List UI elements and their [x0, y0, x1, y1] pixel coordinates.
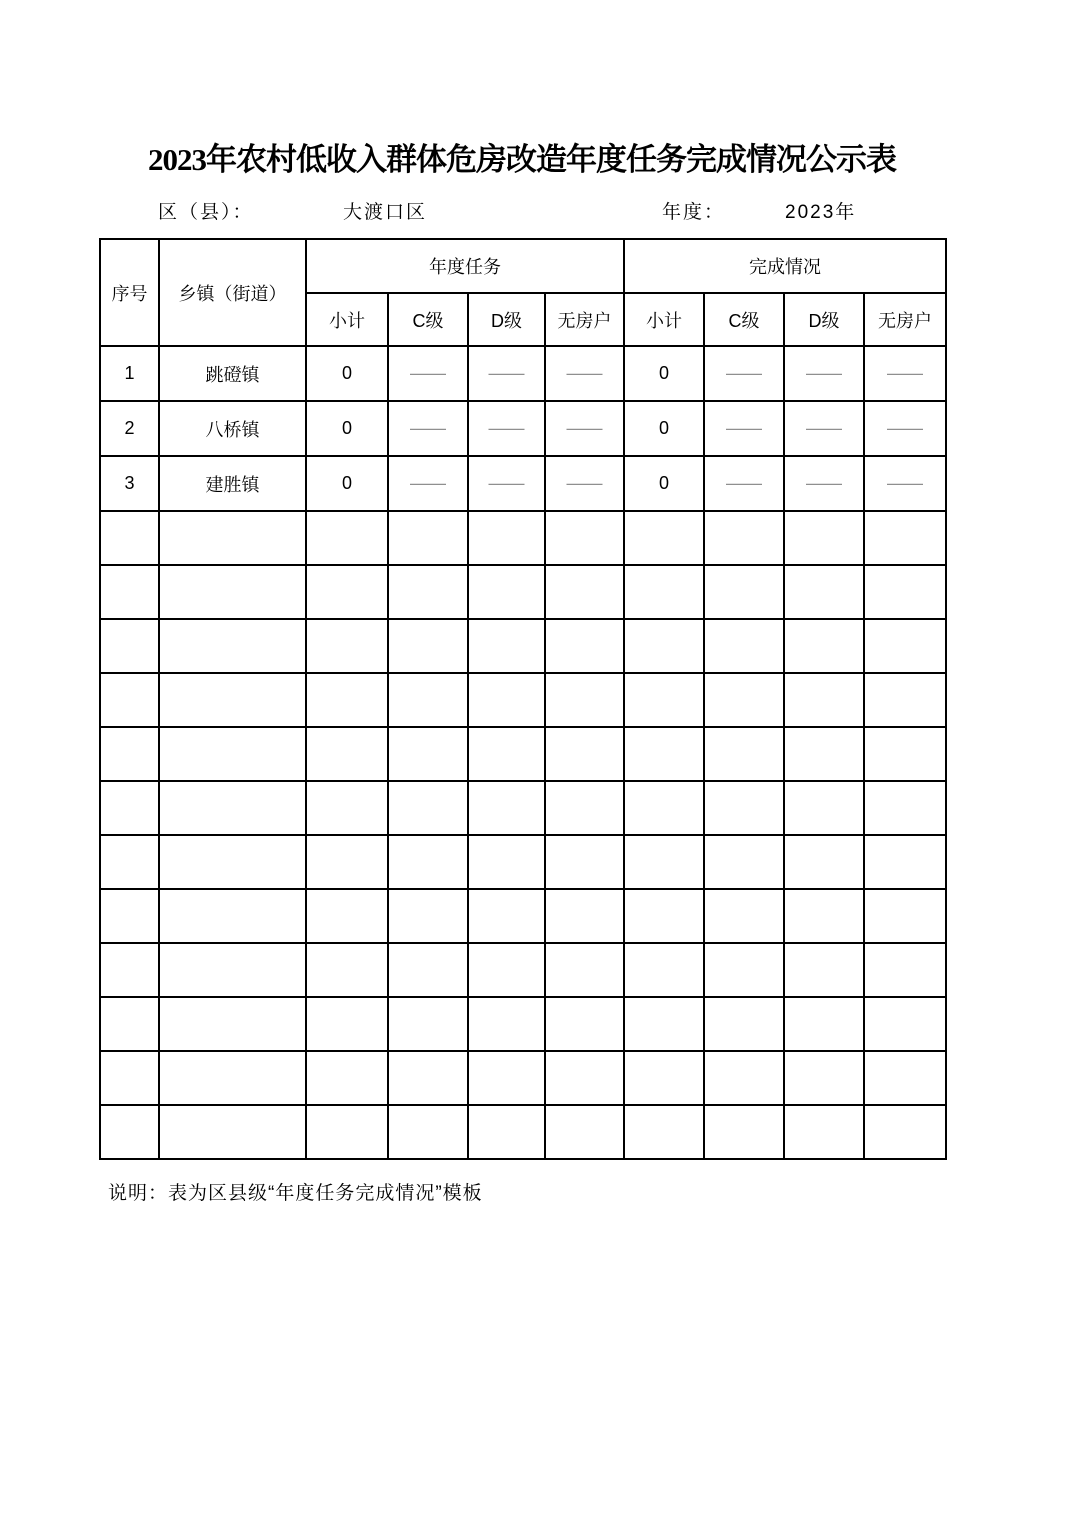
- empty-cell: [704, 781, 784, 835]
- empty-table-row: [100, 619, 946, 673]
- empty-cell: [159, 997, 306, 1051]
- header-seq: 序号: [100, 239, 159, 346]
- empty-cell: [864, 835, 946, 889]
- empty-cell: [864, 565, 946, 619]
- empty-cell: [100, 565, 159, 619]
- value-cell: ——: [468, 401, 545, 456]
- empty-table-row: [100, 565, 946, 619]
- empty-cell: [159, 1105, 306, 1159]
- empty-cell: [468, 673, 545, 727]
- empty-cell: [468, 943, 545, 997]
- empty-table-row: [100, 943, 946, 997]
- empty-cell: [100, 889, 159, 943]
- header-no-house-2: 无房户: [864, 293, 946, 346]
- header-grade-d-2: D级: [784, 293, 864, 346]
- empty-cell: [864, 889, 946, 943]
- empty-cell: [624, 943, 704, 997]
- empty-cell: [624, 997, 704, 1051]
- empty-cell: [784, 1105, 864, 1159]
- empty-cell: [468, 1051, 545, 1105]
- empty-table-row: [100, 997, 946, 1051]
- empty-cell: [306, 997, 388, 1051]
- value-cell: 0: [624, 456, 704, 511]
- empty-cell: [306, 1051, 388, 1105]
- value-cell: 0: [624, 401, 704, 456]
- empty-cell: [100, 619, 159, 673]
- value-cell: ——: [388, 456, 468, 511]
- empty-cell: [704, 889, 784, 943]
- empty-cell: [545, 997, 624, 1051]
- seq-cell: 2: [100, 401, 159, 456]
- empty-cell: [306, 781, 388, 835]
- value-cell: ——: [388, 346, 468, 401]
- empty-cell: [100, 727, 159, 781]
- empty-cell: [624, 727, 704, 781]
- empty-cell: [624, 673, 704, 727]
- empty-cell: [388, 781, 468, 835]
- empty-cell: [545, 565, 624, 619]
- empty-cell: [864, 673, 946, 727]
- data-rows: [100, 346, 946, 511]
- value-cell: ——: [468, 456, 545, 511]
- empty-cell: [159, 673, 306, 727]
- empty-cell: [624, 781, 704, 835]
- empty-cell: [468, 619, 545, 673]
- seq-cell: 1: [100, 346, 159, 401]
- empty-table-row: [100, 835, 946, 889]
- empty-table-row: [100, 511, 946, 565]
- empty-cell: [306, 889, 388, 943]
- empty-table-row: [100, 889, 946, 943]
- empty-cell: [864, 619, 946, 673]
- empty-cell: [784, 511, 864, 565]
- empty-cell: [624, 889, 704, 943]
- empty-cell: [468, 511, 545, 565]
- empty-cell: [159, 511, 306, 565]
- value-cell: ——: [388, 401, 468, 456]
- empty-cell: [388, 943, 468, 997]
- empty-cell: [784, 673, 864, 727]
- year-value: 2023年: [785, 202, 857, 223]
- empty-cell: [159, 727, 306, 781]
- empty-cell: [100, 943, 159, 997]
- empty-cell: [159, 1051, 306, 1105]
- empty-cell: [545, 1051, 624, 1105]
- empty-cell: [864, 727, 946, 781]
- empty-cell: [388, 673, 468, 727]
- empty-cell: [388, 619, 468, 673]
- town-cell: 八桥镇: [159, 401, 306, 456]
- empty-cell: [159, 835, 306, 889]
- empty-cell: [704, 673, 784, 727]
- empty-cell: [545, 1105, 624, 1159]
- header-group-row: [100, 239, 946, 293]
- header-subtotal-1: 小计: [306, 293, 388, 346]
- empty-cell: [306, 835, 388, 889]
- table-row: [100, 456, 946, 511]
- header-grade-c-1: C级: [388, 293, 468, 346]
- empty-cell: [545, 943, 624, 997]
- value-cell: ——: [784, 456, 864, 511]
- empty-cell: [306, 727, 388, 781]
- empty-cell: [545, 673, 624, 727]
- empty-cell: [784, 781, 864, 835]
- empty-cell: [704, 943, 784, 997]
- empty-cell: [388, 727, 468, 781]
- value-cell: ——: [704, 346, 784, 401]
- empty-cell: [864, 1105, 946, 1159]
- empty-cell: [306, 1105, 388, 1159]
- empty-cell: [100, 673, 159, 727]
- empty-cell: [704, 619, 784, 673]
- empty-cell: [624, 1105, 704, 1159]
- empty-cell: [468, 997, 545, 1051]
- value-cell: 0: [306, 456, 388, 511]
- empty-cell: [704, 1105, 784, 1159]
- value-cell: ——: [784, 401, 864, 456]
- region-label: 区（县）：: [158, 202, 254, 223]
- empty-cell: [159, 565, 306, 619]
- value-cell: 0: [624, 346, 704, 401]
- header-no-house-1: 无房户: [545, 293, 624, 346]
- empty-cell: [784, 619, 864, 673]
- value-cell: ——: [704, 456, 784, 511]
- empty-cell: [306, 619, 388, 673]
- empty-cell: [388, 889, 468, 943]
- empty-cell: [388, 511, 468, 565]
- header-town: 乡镇（街道）: [159, 239, 306, 346]
- empty-cell: [704, 997, 784, 1051]
- empty-cell: [864, 781, 946, 835]
- empty-cell: [306, 565, 388, 619]
- empty-cell: [100, 997, 159, 1051]
- empty-cell: [388, 997, 468, 1051]
- empty-cell: [545, 619, 624, 673]
- value-cell: ——: [545, 346, 624, 401]
- value-cell: ——: [545, 456, 624, 511]
- empty-cell: [704, 727, 784, 781]
- empty-cell: [306, 673, 388, 727]
- empty-cell: [100, 1051, 159, 1105]
- empty-cell: [784, 889, 864, 943]
- empty-cell: [545, 511, 624, 565]
- empty-cell: [784, 943, 864, 997]
- value-cell: ——: [545, 401, 624, 456]
- empty-cell: [784, 565, 864, 619]
- header-grade-d-1: D级: [468, 293, 545, 346]
- empty-cell: [388, 1105, 468, 1159]
- empty-cell: [388, 835, 468, 889]
- empty-cell: [624, 835, 704, 889]
- meta-row: [99, 197, 945, 225]
- empty-cell: [468, 727, 545, 781]
- year-label: 年度：: [662, 202, 726, 223]
- empty-cell: [624, 511, 704, 565]
- town-cell: 建胜镇: [159, 456, 306, 511]
- empty-table-row: [100, 673, 946, 727]
- value-cell: ——: [864, 346, 946, 401]
- value-cell: ——: [704, 401, 784, 456]
- empty-cell: [468, 889, 545, 943]
- empty-table-row: [100, 1051, 946, 1105]
- empty-cell: [159, 781, 306, 835]
- table-row: [100, 346, 946, 401]
- empty-cell: [784, 835, 864, 889]
- empty-cell: [306, 943, 388, 997]
- page-title: 2023年农村低收入群体危房改造年度任务完成情况公示表: [148, 142, 896, 177]
- empty-table-row: [100, 1105, 946, 1159]
- empty-cell: [864, 511, 946, 565]
- empty-cell: [159, 889, 306, 943]
- value-cell: ——: [784, 346, 864, 401]
- empty-cell: [864, 943, 946, 997]
- empty-cell: [100, 835, 159, 889]
- empty-cell: [704, 511, 784, 565]
- empty-cell: [468, 781, 545, 835]
- empty-cell: [784, 1051, 864, 1105]
- empty-cell: [704, 1051, 784, 1105]
- task-completion-table: [99, 238, 947, 1160]
- empty-cell: [388, 565, 468, 619]
- empty-cell: [784, 727, 864, 781]
- empty-cell: [784, 997, 864, 1051]
- header-grade-c-2: C级: [704, 293, 784, 346]
- empty-cell: [864, 1051, 946, 1105]
- header-completion: 完成情况: [624, 239, 946, 293]
- empty-cell: [468, 565, 545, 619]
- empty-cell: [100, 1105, 159, 1159]
- empty-cell: [864, 997, 946, 1051]
- town-cell: 跳磴镇: [159, 346, 306, 401]
- empty-cell: [624, 565, 704, 619]
- content-area: [99, 0, 945, 1519]
- empty-cell: [468, 835, 545, 889]
- empty-table-row: [100, 781, 946, 835]
- empty-table-row: [100, 727, 946, 781]
- empty-cell: [704, 835, 784, 889]
- empty-cell: [306, 511, 388, 565]
- header-annual-task: 年度任务: [306, 239, 624, 293]
- table-row: [100, 401, 946, 456]
- empty-cell: [545, 889, 624, 943]
- empty-cell: [468, 1105, 545, 1159]
- empty-cell: [624, 619, 704, 673]
- value-cell: 0: [306, 401, 388, 456]
- empty-cell: [100, 511, 159, 565]
- empty-cell: [100, 781, 159, 835]
- empty-cell: [624, 1051, 704, 1105]
- empty-cell: [388, 1051, 468, 1105]
- value-cell: ——: [864, 401, 946, 456]
- empty-rows: [100, 511, 946, 1159]
- seq-cell: 3: [100, 456, 159, 511]
- empty-cell: [545, 781, 624, 835]
- footnote: 说明：表为区县级“年度任务完成情况”模板: [108, 1183, 483, 1204]
- empty-cell: [545, 835, 624, 889]
- value-cell: 0: [306, 346, 388, 401]
- value-cell: ——: [864, 456, 946, 511]
- empty-cell: [704, 565, 784, 619]
- empty-cell: [159, 619, 306, 673]
- empty-cell: [545, 727, 624, 781]
- empty-cell: [159, 943, 306, 997]
- value-cell: ——: [468, 346, 545, 401]
- header-subtotal-2: 小计: [624, 293, 704, 346]
- region-value: 大渡口区: [343, 202, 428, 223]
